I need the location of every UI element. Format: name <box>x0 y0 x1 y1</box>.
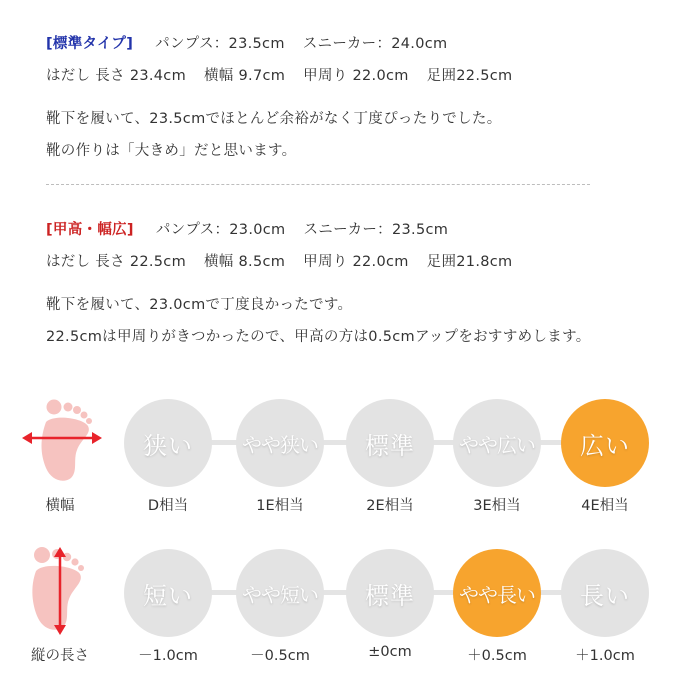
length-scale-label: 縦の長さ <box>31 648 89 664</box>
length-option-standard: 標準 <box>346 549 434 637</box>
wide-girth: 足囲21.8cm <box>426 254 513 270</box>
standard-pumps-size: パンプス：23.5cm <box>155 36 285 52</box>
standard-length: はだし 長さ 23.4cm <box>46 68 186 84</box>
wide-sizes-line <box>46 218 448 239</box>
standard-instep: 甲周り 22.0cm <box>303 68 409 84</box>
section-divider <box>46 184 590 185</box>
standard-girth: 足囲22.5cm <box>426 68 513 84</box>
width-caption-1e: 1E相当 <box>256 498 304 514</box>
width-option-slightly-wide: やや広い <box>453 399 541 487</box>
wide-barefoot-line <box>46 250 512 271</box>
width-option-slightly-narrow: やや狭い <box>236 399 324 487</box>
width-caption-d: D相当 <box>147 498 189 514</box>
length-caption-minus-1: －1.0cm <box>138 648 198 664</box>
width-option-wide-selected: 広い <box>561 399 649 487</box>
length-caption-plus-1: ＋1.0cm <box>575 648 635 664</box>
standard-type-label: [標準タイプ] <box>46 36 134 52</box>
standard-width: 横幅 9.7cm <box>204 68 286 84</box>
width-option-narrow: 狭い <box>124 399 212 487</box>
foot-width-icon <box>20 398 106 488</box>
wide-width: 横幅 8.5cm <box>204 254 286 270</box>
length-caption-minus-05: －0.5cm <box>250 648 310 664</box>
standard-sneaker-size: スニーカー：24.0cm <box>302 36 448 52</box>
length-option-slightly-long-selected: やや長い <box>453 549 541 637</box>
length-option-long: 長い <box>561 549 649 637</box>
length-option-short: 短い <box>124 549 212 637</box>
width-option-standard: 標準 <box>346 399 434 487</box>
wide-type-label: [甲高・幅広] <box>46 222 134 238</box>
width-caption-4e: 4E相当 <box>581 498 629 514</box>
width-scale <box>0 398 680 523</box>
standard-comment-1: 靴下を履いて、23.5cmでほとんど余裕がなく丁度ぴったりでした。 <box>46 111 502 127</box>
length-caption-zero: ±0cm <box>368 644 412 660</box>
wide-sneaker-size: スニーカー：23.5cm <box>303 222 449 238</box>
standard-barefoot-line <box>46 64 512 85</box>
foot-length-icon <box>24 545 96 637</box>
standard-comment-2: 靴の作りは「大きめ」だと思います。 <box>46 143 297 159</box>
width-scale-label: 横幅 <box>45 498 75 514</box>
wide-comment-1: 靴下を履いて、23.0cmで丁度良かったです。 <box>46 297 353 313</box>
width-caption-3e: 3E相当 <box>473 498 521 514</box>
wide-comment-2: 22.5cmは甲周りがきつかったので、甲高の方は0.5cmアップをおすすめします。 <box>46 329 591 345</box>
width-caption-2e: 2E相当 <box>366 498 414 514</box>
length-scale <box>0 545 680 670</box>
standard-sizes-line <box>46 32 447 53</box>
length-caption-plus-05: ＋0.5cm <box>467 648 527 664</box>
wide-length: はだし 長さ 22.5cm <box>46 254 186 270</box>
wide-pumps-size: パンプス：23.0cm <box>155 222 286 238</box>
wide-instep: 甲周り 22.0cm <box>303 254 409 270</box>
length-option-slightly-short: やや短い <box>236 549 324 637</box>
